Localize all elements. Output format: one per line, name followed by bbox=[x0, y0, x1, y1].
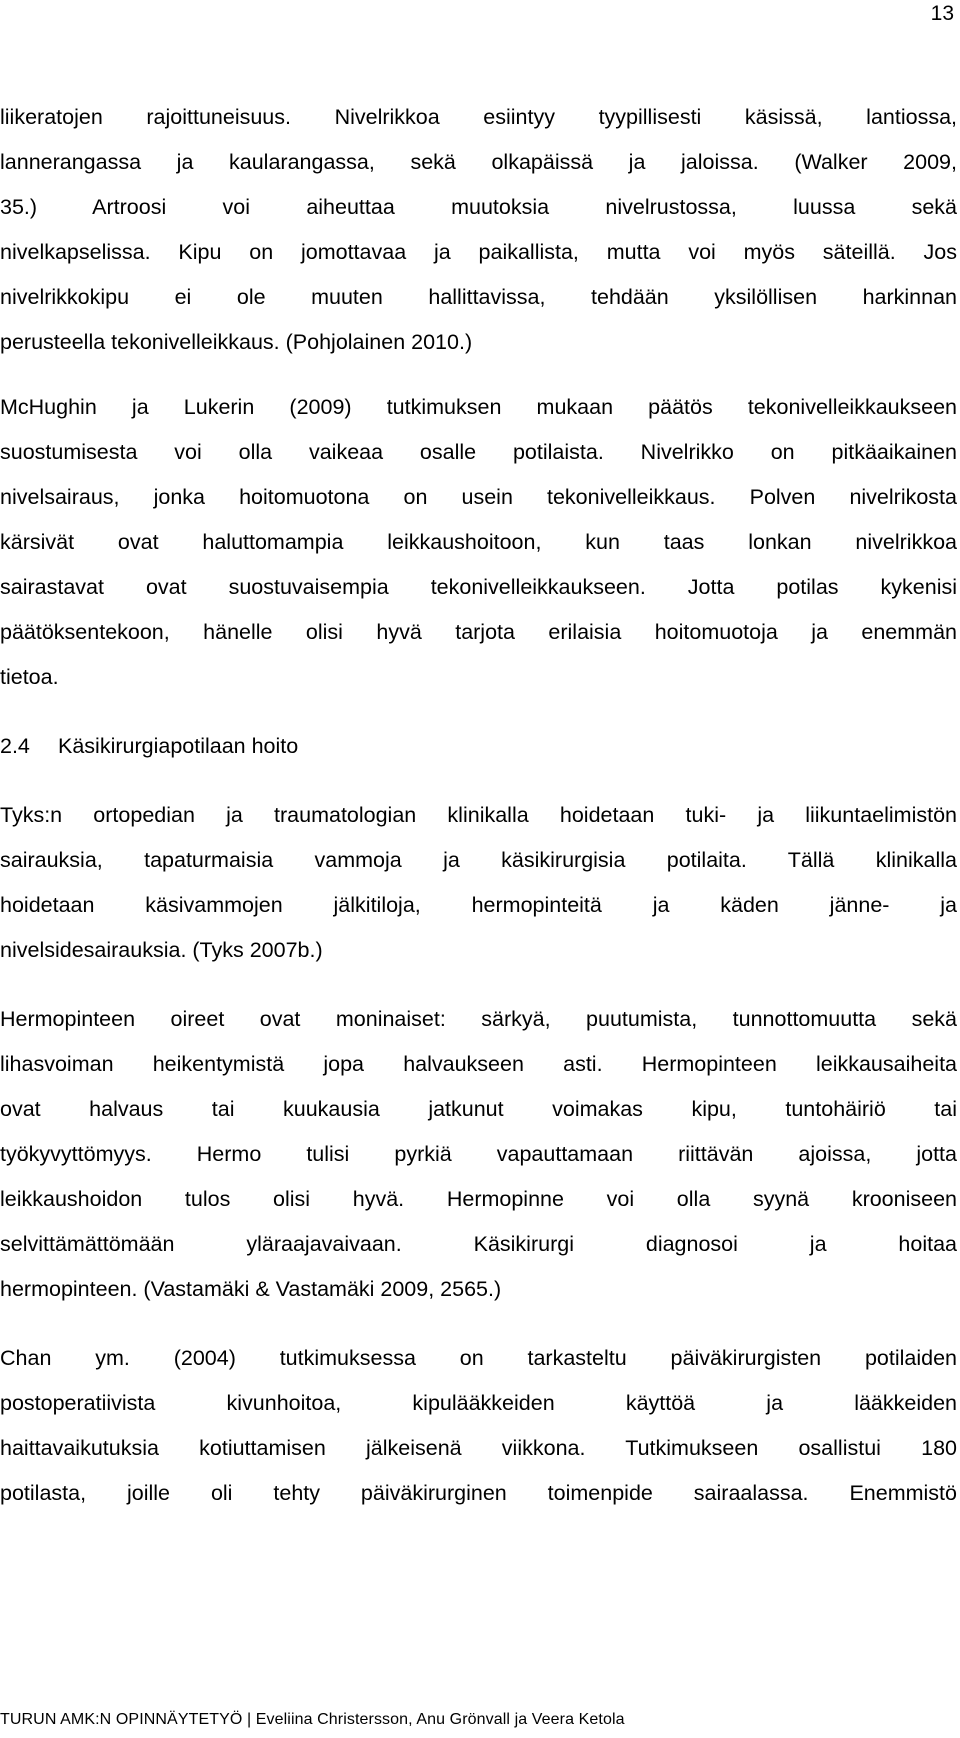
section-heading bbox=[0, 726, 957, 771]
text-line: Chan ym. (2004) tutkimuksessa on tarkasteltu päiväkirurgisten potilaiden bbox=[0, 1346, 957, 1370]
text-line: perusteella tekonivelleikkaus. (Pohjolainen 2010.) bbox=[0, 330, 473, 354]
text-line: potilasta, joille oli tehty päiväkirurginen toimenpide sairaalassa. Enemmistö bbox=[0, 1481, 957, 1505]
text-line: kärsivät ovat haluttomampia leikkaushoitoon, kun taas lonkan nivelrikkoa bbox=[0, 530, 957, 554]
text-line: selvittämättömään yläraajavaivaan. Käsikirurgi diagnosoi ja hoitaa bbox=[0, 1232, 957, 1256]
text-line: 35.) Artroosi voi aiheuttaa muutoksia nivelrustossa, luussa sekä bbox=[0, 195, 957, 219]
text-line: nivelrikkokipu ei ole muuten hallittavissa, tehdään yksilöllisen harkinnan bbox=[0, 285, 957, 309]
text-line: hermopinteen. (Vastamäki & Vastamäki 2009, 2565.) bbox=[0, 1277, 502, 1301]
text-line: nivelsairaus, jonka hoitomuotona on usein tekonivelleikkaus. Polven nivelrikosta bbox=[0, 485, 957, 509]
text-line: tietoa. bbox=[0, 665, 59, 689]
document-body bbox=[0, 97, 957, 1518]
text-line: sairauksia, tapaturmaisia vammoja ja käsikirurgisia potilaita. Tällä klinikalla bbox=[0, 848, 957, 872]
text-line: haittavaikutuksia kotiuttamisen jälkeisenä viikkona. Tutkimukseen osallistui 180 bbox=[0, 1436, 957, 1460]
text-line: liikeratojen rajoittuneisuus. Nivelrikkoa esiintyy tyypillisesti käsissä, lantiossa, bbox=[0, 105, 957, 129]
section-title: Käsikirurgiapotilaan hoito bbox=[58, 734, 299, 758]
text-line: nivelkapselissa. Kipu on jomottavaa ja paikallista, mutta voi myös säteillä. Jos bbox=[0, 240, 957, 264]
section-number: 2.4 bbox=[0, 734, 30, 758]
text-line: nivelsidesairauksia. (Tyks 2007b.) bbox=[0, 938, 323, 962]
text-line: lihasvoiman heikentymistä jopa halvaukseen asti. Hermopinteen leikkausaiheita bbox=[0, 1052, 957, 1076]
text-line: työkyvyttömyys. Hermo tulisi pyrkiä vapauttamaan riittävän ajoissa, jotta bbox=[0, 1142, 957, 1166]
paragraph-3 bbox=[0, 795, 957, 975]
paragraph-1 bbox=[0, 97, 957, 367]
text-line: sairastavat ovat suostuvaisempia tekonivelleikkaukseen. Jotta potilas kykenisi bbox=[0, 575, 957, 599]
text-line: Hermopinteen oireet ovat moninaiset: särkyä, puutumista, tunnottomuutta sekä bbox=[0, 1007, 957, 1031]
paragraph-2 bbox=[0, 387, 957, 702]
text-line: hoidetaan käsivammojen jälkitiloja, hermopinteitä ja käden jänne- ja bbox=[0, 893, 957, 917]
paragraph-5 bbox=[0, 1338, 957, 1518]
text-line: ovat halvaus tai kuukausia jatkunut voimakas kipu, tuntohäiriö tai bbox=[0, 1097, 957, 1121]
text-line: lannerangassa ja kaularangassa, sekä olkapäissä ja jaloissa. (Walker 2009, bbox=[0, 150, 957, 174]
text-line: suostumisesta voi olla vaikeaa osalle potilaista. Nivelrikko on pitkäaikainen bbox=[0, 440, 957, 464]
paragraph-4 bbox=[0, 999, 957, 1314]
text-line: leikkaushoidon tulos olisi hyvä. Hermopinne voi olla syynä krooniseen bbox=[0, 1187, 957, 1211]
text-line: postoperatiivista kivunhoitoa, kipulääkkeiden käyttöä ja lääkkeiden bbox=[0, 1391, 957, 1415]
text-line: McHughin ja Lukerin (2009) tutkimuksen mukaan päätös tekonivelleikkaukseen bbox=[0, 395, 957, 419]
page-number: 13 bbox=[930, 2, 954, 25]
text-line: Tyks:n ortopedian ja traumatologian klinikalla hoidetaan tuki- ja liikuntaelimistön bbox=[0, 803, 957, 827]
page-footer: TURUN AMK:N OPINNÄYTETYÖ | Eveliina Christersson, Anu Grönvall ja Veera Ketola bbox=[0, 1711, 625, 1728]
text-line: päätöksentekoon, hänelle olisi hyvä tarjota erilaisia hoitomuotoja ja enemmän bbox=[0, 620, 957, 644]
